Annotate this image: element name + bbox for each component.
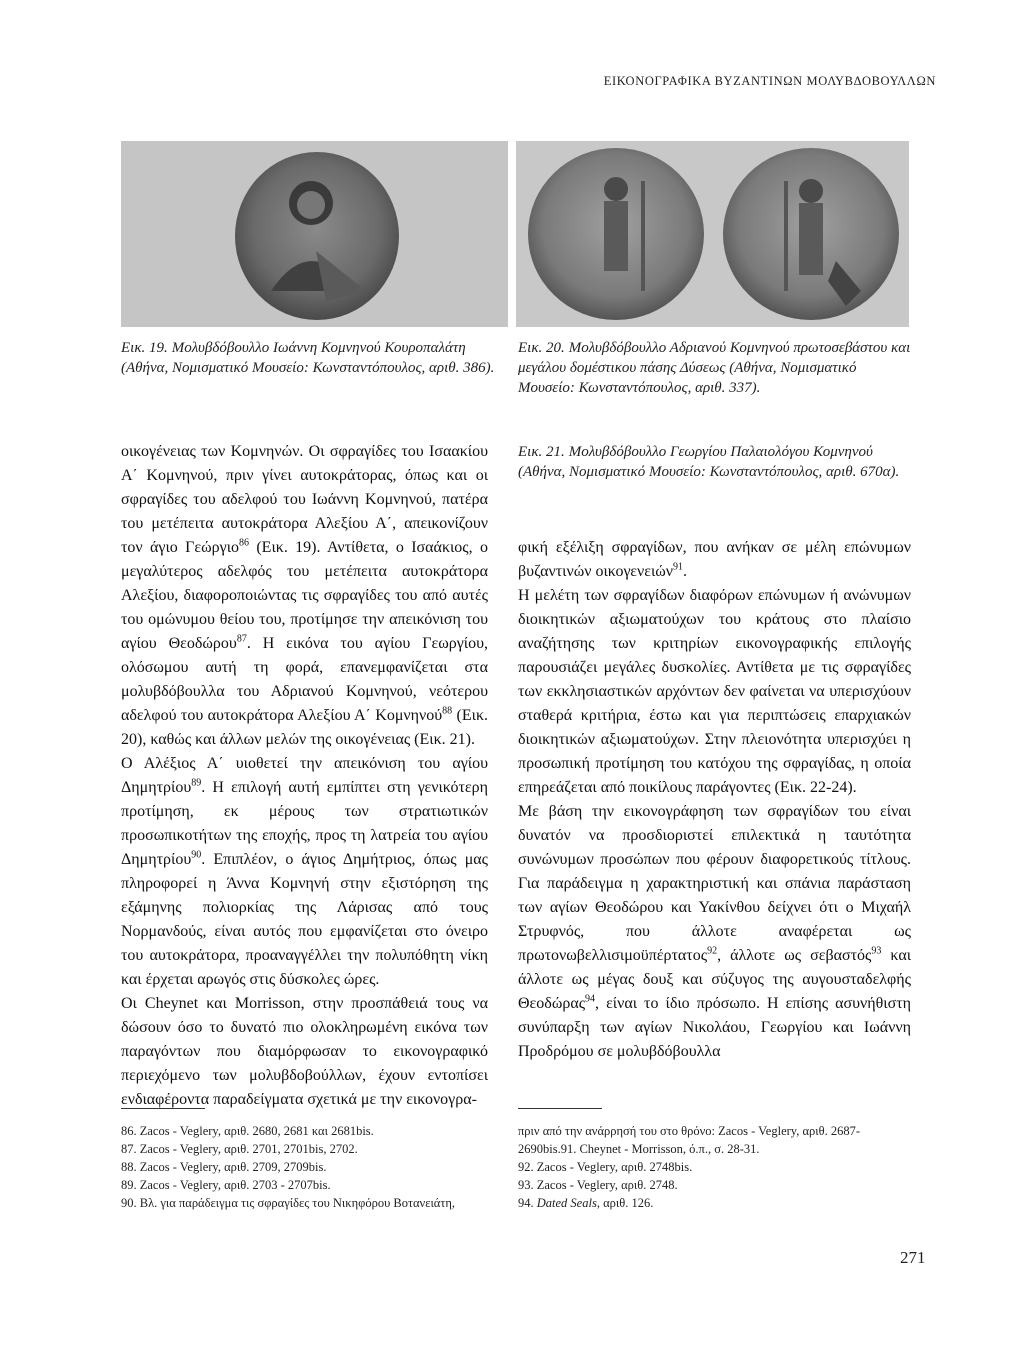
figure-20-caption xyxy=(518,338,911,398)
footnote-separator-left xyxy=(121,1108,205,1109)
text-span: , άλλοτε ως σεβαστός xyxy=(717,947,872,964)
paragraph: Η μελέτη των σφραγίδων διαφόρων επώνυμων ή ανώνυμων διοικητικών αξιωματούχων του κράτους στο πλαίσιο αναζήτησης των κριτηρίων εικονογραφικής επιλογής παρουσιάζει μεγάλες δυσκολίες. Αντίθετα με τις σφραγίδες των εκκλησιαστικών αρχόντων δεν φαίνεται να υπερισχύουν σταθερά κριτήρια, έστω και για περιπτώσεις επαρχιακών διοικητικών αξιωματούχων. Στην πλειονότητα υπερισχύει η προσωπική προτίμηση του κατόχου της σφραγίδας, η οποία επηρεάζεται από ποικίλους παράγοντες (Εικ. 22-24). xyxy=(518,587,911,796)
paragraph: Οι Cheynet και Morrisson, στην προσπάθειά τους να δώσουν όσο το δυνατό πιο ολοκληρωμένη εικόνα των παραγόντων που διαμόρφωσαν το εικονογραφικό περιεχόμενο των μολυβδοβούλλων, έχουν εντοπίσει ενδιαφέροντα παραδείγματα σχετικά με την εικονογρα- xyxy=(121,995,488,1108)
footnote-number: 94. xyxy=(518,1196,534,1210)
paragraph xyxy=(518,536,911,584)
footnote-ref-88[interactable]: 88 xyxy=(442,705,453,717)
footnote-ref-89[interactable]: 89 xyxy=(191,777,202,789)
footnote-line: 92. Zacos - Veglery, αριθ. 2748bis. xyxy=(518,1160,693,1174)
text-span: (Εικ. 20), καθώς και άλλων μελών της οικογένειας (Εικ. 21). xyxy=(121,707,489,748)
running-header: ΕΙΚΟΝΟΓΡΑΦΙΚΑ ΒΥΖΑΝΤΙΝΩΝ ΜΟΛΥΒΔΟΒΟΥΛΛΩΝ xyxy=(603,74,936,88)
footnote-line: 87. Zacos - Veglery, αριθ. 2701, 2701bis, 2702. xyxy=(121,1142,358,1156)
footnote-line: 93. Zacos - Veglery, αριθ. 2748. xyxy=(518,1178,678,1192)
figure-20-text: Μολυβδόβουλλο Αδριανού Κομνηνού πρωτοσεβάστου και μεγάλου δομέστικου πάσης Δύσεως (Αθήνα, Νομισματικό Μουσείο: Κωνσταντόπουλος, αριθ. 337). xyxy=(518,340,911,396)
footnote-line: 90. Βλ. για παράδειγμα τις σφραγίδες του Νικηφόρου Βοτανειάτη, xyxy=(121,1196,456,1210)
paragraph xyxy=(121,752,488,992)
figure-19-text: Μολυβδόβουλλο Ιωάννη Κομνηνού Κουροπαλάτη (Αθήνα, Νομισματικό Μουσείο: Κωνσταντόπουλος, αριθ. 386). xyxy=(121,340,495,376)
footnote-ref-90[interactable]: 90 xyxy=(191,849,202,861)
text-span: . Επιπλέον, ο άγιος Δημήτριος, όπως μας πληροφορεί η Άννα Κομνηνή στην εξιστόρηση της εξάμηνης πολιορκίας της Λάρισας από τους Νορμανδούς, είναι αυτός που εμφανίζεται στο όνειρο του αυτοκράτορα, προαναγγέλλει την πολυπόθητη νίκη και έρχεται αρωγός στις δύσκολες ώρες. xyxy=(121,851,488,988)
footnote-line: 86. Zacos - Veglery, αριθ. 2680, 2681 και 2681bis. xyxy=(121,1124,374,1138)
footnote-ref-91[interactable]: 91 xyxy=(673,561,684,573)
footnotes-left xyxy=(121,1122,501,1212)
footnote-title: Dated Seals xyxy=(536,1196,597,1210)
text-span: . Η επιλογή αυτή εμπίπτει στη γενικότερη προτίμηση, εκ μέρους των στρατιωτικών προσωπικοτήτων της εποχής, προς τη λατρεία του αγίου Δημητρίου xyxy=(121,779,488,868)
footnote-rest: , αριθ. 126. xyxy=(596,1196,654,1210)
footnotes-right xyxy=(518,1122,911,1212)
footnote-ref-86[interactable]: 86 xyxy=(239,537,249,549)
footnote-line: 88. Zacos - Veglery, αριθ. 2709, 2709bis. xyxy=(121,1160,327,1174)
figure-19-label: Εικ. 19. xyxy=(121,340,168,356)
text-span: Ο Αλέξιος Α΄ υιοθετεί την απεικόνιση του αγίου Δημητρίου xyxy=(121,755,488,796)
footnote-separator-right xyxy=(518,1108,602,1109)
figure-20-label: Εικ. 20. xyxy=(518,340,565,356)
left-body-column xyxy=(121,440,488,1112)
figure-21-text: Μολυβδόβουλλο Γεωργίου Παλαιολόγου Κομνηνού (Αθήνα, Νομισματικό Μουσείο: Κωνσταντόπουλος, αριθ. 670α). xyxy=(518,444,900,480)
footnote-line: 89. Zacos - Veglery, αριθ. 2703 - 2707bis. xyxy=(121,1178,331,1192)
footnote-ref-87[interactable]: 87 xyxy=(236,633,247,645)
text-span: φική εξέλιξη σφραγίδων, που ανήκαν σε μέλη επώνυμων βυζαντινών οικογενειών xyxy=(518,539,911,580)
figure-21-caption xyxy=(518,442,911,482)
text-span: Με βάση την εικονογράφηση των σφραγίδων του είναι δυνατόν να προσδιοριστεί επιλεκτικά η ταυτότητα συνώνυμων προσώπων που φέρουν διαφορετικούς τίτλους. Για παράδειγμα η χαρακτηριστική και σπάνια παράσταση των αγίων Θεοδώρου και Υακίνθου δείχνει ότι ο Μιχαήλ Στρυφνός, που άλλοτε αναφέρεται ως πρωτονωβελλισιμοϋπέρτατος xyxy=(518,803,911,964)
seal-photo-fig19 xyxy=(121,141,508,327)
seal-photo-fig20-21 xyxy=(516,141,909,327)
figure-19-caption xyxy=(121,338,508,378)
text-span: . Η εικόνα του αγίου Γεωργίου, ολόσωμου αυτή τη φορά, επανεμφανίζεται στα μολυβδόβουλλα του Αδριανού Κομνηνού, νεότερου αδελφού του αυτοκράτορα Αλεξίου Α΄ Κομνηνού xyxy=(121,635,488,724)
right-body-column xyxy=(518,536,911,1064)
text-span: (Εικ. 19). Αντίθετα, ο Ισαάκιος, ο μεγαλύτερος αδελφός του μετέπειτα αυτοκράτορα Αλεξίου, διαφοροποιώντας τις σφραγίδες του από αυτές του ομώνυμου θείου του, προτίμησε την απεικόνιση του αγίου Θεοδώρου xyxy=(121,539,488,652)
paragraph xyxy=(518,800,911,1064)
paragraph xyxy=(121,440,488,752)
text-span: οικογένειας των Κομνηνών. Οι σφραγίδες του Ισαακίου Α΄ Κομνηνού, πριν γίνει αυτοκράτορας, όπως και οι σφραγίδες του αδελφού του Ιωάννη Κομνηνού, πατέρα του μετέπειτα αυτοκράτορα Αλεξίου Α΄, απεικονίζουν τον άγιο Γεώργιο xyxy=(121,443,488,556)
figure-21-label: Εικ. 21. xyxy=(518,444,565,460)
footnote-ref-93[interactable]: 93 xyxy=(871,945,882,957)
text-span: . xyxy=(683,563,688,580)
footnote-ref-94[interactable]: 94 xyxy=(585,993,596,1005)
text-span: και άλλοτε ως μέγας δουξ και σύζυγος της αυγουσταδελφής Θεοδώρας xyxy=(518,947,912,1012)
page-number: 271 xyxy=(900,1248,926,1267)
footnote-line: πριν από την ανάρρησή του στο θρόνο: Zacos - Veglery, αριθ. 2687- xyxy=(518,1124,861,1138)
text-span: , είναι το ίδιο πρόσωπο. Η επίσης ασυνήθιστη συνύπαρξη των αγίων Νικολάου, Γεωργίου και Ιωάννη Προδρόμου σε μολυβδόβουλλα xyxy=(518,995,911,1060)
footnote-ref-92[interactable]: 92 xyxy=(707,945,718,957)
footnote-line: 2690bis.91. Cheynet - Morrisson, ό.π., σ. 28-31. xyxy=(518,1142,760,1156)
footnote-line xyxy=(518,1194,911,1212)
